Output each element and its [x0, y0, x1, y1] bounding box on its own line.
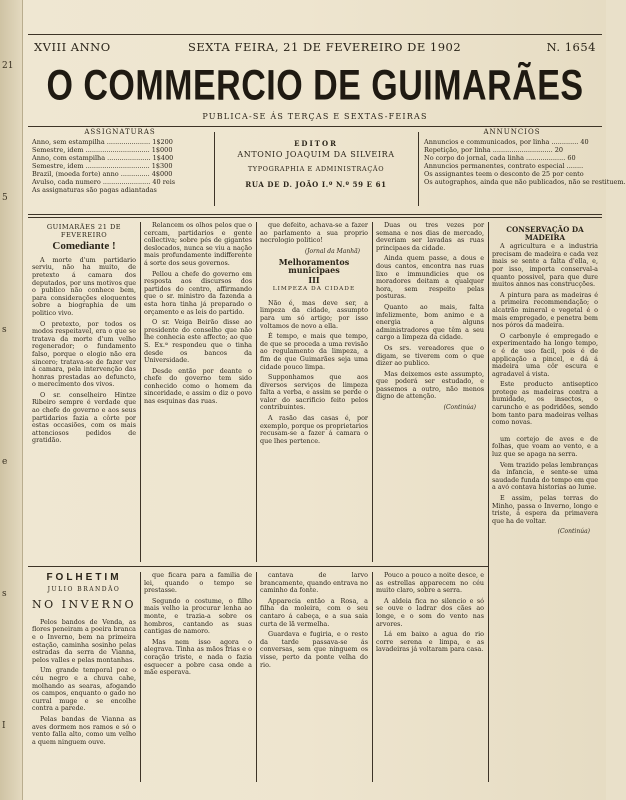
top-rule — [28, 34, 602, 35]
column-folhetim-4 — [376, 572, 484, 782]
subscription-line: Anno, com estampilha ..................... 1$400 — [32, 154, 174, 162]
adjacent-page-fragment: e — [2, 457, 8, 467]
subscription-line: Semestre, idem ............................... 1$300 — [32, 162, 173, 170]
folhetim-paragraph: Lá em baixo a agua do rio corre serena e limpa, e as lavadeiras já voltaram para casa. — [376, 630, 484, 654]
article-part-number: III — [308, 274, 320, 285]
adjacent-page-fragment: I — [2, 721, 6, 731]
article-paragraph: A rasão das casas é, por exemplo, porque os proprietarios recusam-se a fazer á camara o que lhes pertence. — [260, 414, 369, 445]
column-editorial — [32, 222, 136, 562]
article-paragraph: Relancem os olhos pelos que o cercam, partidarios e gente collectiva; sobre pés de gigantes deslocados, nunca se viu a nação mais profundamente indifferente á sorte dos seus governos. — [144, 221, 252, 267]
article-paragraph: O sr. conselheiro Hintze Ribeiro sempre é verdade que ao chefe do governo e aos seus partidarios fazia a côrte por estas occasiões, com os mais attenciosos pedidos de gratidão. — [32, 390, 136, 445]
article-paragraph: Os srs. vereadores que o digam, se tiverem com o que dizer ao publico. — [376, 343, 484, 368]
editor-label: EDITOR — [294, 139, 338, 148]
article-paragraph: A morte d'um partidario serviu, não ha muito, de pretexto á camara dos deputados, por uns motivos que o publico não conhece bem, para considerações eloquentes sobre a biographia de um politico vivo. — [32, 255, 136, 317]
front-page — [28, 0, 626, 800]
adjacent-page-fragment: s — [2, 325, 7, 335]
article-source: (Jornal da Manhã) — [304, 247, 360, 255]
announcement-line: Annuncios e communicados, por linha ............. 40 — [424, 138, 589, 146]
header-double-rule — [28, 214, 602, 218]
announcement-line: Os autographos, ainda que não publicados, não se restituem. — [424, 178, 626, 186]
article-paragraph: Quanto ao mais, falta infelizmente, bom animo e a energia a alguns administradores que têm a seu cargo a limpeza da cidade. — [376, 302, 484, 342]
article-heading: Melhoramentos municipaes — [278, 257, 350, 275]
article-paragraph: Desde então por deante o chefe do governo tem sido conhecido como o homem da sinceridade, e assim o diz o povo nas esquinas das ruas. — [144, 366, 252, 406]
editor-box — [220, 128, 412, 189]
announcements-heading: ANNUNCIOS — [483, 128, 541, 136]
folhetim-paragraph: Segundo o costume, o filho mais velho ia procurar lenha ao monte, e trazia-a sobre os hombros, cantando as suas cantigas de namoro. — [144, 596, 252, 636]
announcement-line: Annuncios permanentes, contrato especial ........ — [424, 162, 584, 170]
article-paragraph: O carbonyle é empregado e experimentado ha longo tempo, e é de uso facil, pois é de applicação a pincel, e dá á madeira uma côr escura e agradavel á vista. — [492, 331, 598, 378]
subscription-line: Avulso, cada numero ....................... 40 reis — [32, 178, 176, 186]
editor-name: ANTONIO JOAQUIM DA SILVEIRA — [237, 150, 395, 159]
announcement-line: No corpo do jornal, cada linha ................... 60 — [424, 154, 576, 162]
folhetim-paragraph: A aldeia fica no silencio e só se ouve o ladrar dos cães ao longe, e o som do vento nas arvores. — [376, 596, 484, 628]
dateline: GUIMARÃES 21 DE FEVEREIRO — [46, 223, 122, 239]
column-divider — [140, 572, 141, 782]
column-municipal — [260, 222, 368, 562]
column-divider — [140, 222, 141, 562]
folhetim-paragraph: Guardava e fugiria, e o resto da tarde passava-se ás conversas, sem que ninguem os visse, perto da ponte velha do rio. — [260, 630, 368, 669]
folhetim-title: NO INVERNO — [32, 598, 137, 612]
folhetim-paragraph: cantava de larvo brancamente, quando entrava no caminho da fonte. — [260, 571, 368, 595]
article-paragraph: A agricultura e a industria precisam de madeira e cada vez mais se sente a falta d'ella, e, por isso, importa conserval-a quanto possivel, para que dure muitos annos nas construcções. — [492, 242, 598, 289]
column-folhetim-3 — [260, 572, 368, 782]
editor-office: TYPOGRAPHIA E ADMINISTRAÇÃO — [247, 165, 385, 173]
folhetim-paragraph: Um grande temporal poz o céu negro e a chuva cahe, molhando as searas, afogando os campos, enquanto o gado no curral muge e se encolhe contra a parede. — [32, 666, 136, 713]
article-paragraph: Ainda quem passe, a dous e dous cantos, encontra nas ruas lixo e immundicies que os moradores deitam a qualquer hora, sem respeito pelas posturas. — [376, 254, 484, 301]
subscription-line: Anno, sem estampilha ..................... 1$200 — [32, 138, 173, 146]
issue-year: XVIII ANNO — [34, 40, 111, 54]
folhetim-rule — [28, 566, 488, 567]
folhetim-paragraph: Pelas bandas de Vianna as aves dormem nos ramos e só o vento falla alto, como um velho a quem ninguem ouve. — [32, 714, 136, 746]
folhetim-paragraph: Pelos bandos de Venda, as flores peneiram a poeira branca e o Inverno, bem na primeira estação, caminha sosinho pelas estradas da serra de Vianna, pelos valles e pelas montanhas. — [32, 617, 136, 664]
article-heading: Comediante ! — [52, 240, 116, 253]
article-paragraph: Supponhamos que aos diversos serviços de limpeza falta a verba, e assim se perde o valor do sacrificio feito pelos contribuintes. — [260, 373, 368, 412]
box-divider — [214, 132, 215, 206]
article-paragraph: Não é, mas deve ser, a limpeza da cidade, assumpto para um só artigo; por isso voltamos de novo a ella. — [260, 298, 368, 330]
adjacent-page-edge — [0, 0, 23, 800]
article-paragraph: um cortejo de aves e de folhas, que voam ao vento, e a luz que se apaga na serra. — [492, 434, 598, 459]
continued-note: (Continúa) — [443, 404, 476, 412]
column-editorial-cont — [144, 222, 252, 562]
article-paragraph: Pellou a chefe do governo em resposta aos discursos dos partidos do centro, affirmando que o sr. ministro da fazenda a esta hora tinha já preparado o orçamento e as leis do partido. — [144, 269, 252, 316]
subscription-line: As assignaturas são pagas adiantadas — [32, 186, 157, 194]
article-paragraph: Duas ou tres vezes por semana e nos dias de mercado, deveriam ser lavadas as ruas principaes da cidade. — [376, 221, 484, 252]
issue-date: SEXTA FEIRA, 21 DE FEVEREIRO DE 1902 — [188, 40, 462, 54]
article-paragraph: É tempo, e mais que tempo, de que se proceda a uma revisão ao regulamento da limpeza, a fim de que Guimarães seja uma cidade pouco limpa. — [260, 332, 368, 371]
article-paragraph: Mas deixemos este assumpto, que poderá ser estudado, e passemos a outro, não menos digno de attenção. — [376, 369, 484, 401]
folhetim-paragraph: que ficara para a familia de lei, quando o tempo se prestasse. — [144, 571, 252, 595]
folhetim-paragraph: Apparecia então a Rosa, a filha da moleira, com o seu cantaro á cabeça, e a sua saia curta de lã vermelha. — [260, 596, 368, 628]
article-paragraph: O sr. Veiga Beirão disse ao presidente do conselho que não lhe conhecia este affecto; ao que S. Ex.ª respondeu que o tinha desde os bancos da Universidade. — [144, 318, 252, 365]
folhetim-paragraph: Pouco a pouco a noite desce, e as estrellas apparecem no céu muito claro, sobre a serra. — [376, 571, 484, 595]
article-paragraph: O pretexto, por todos os modos respeitavel, era o que se tratava da morte d'um velho regenerador; o fundamento falso, porque o elogio não era sincero; tratava-se de fazer ver á camara, pela intervenção das honras prestadas ao defuncto, o merecimento dos vivos. — [32, 319, 136, 389]
adjacent-page-fragment: s — [2, 589, 7, 599]
column-divider — [488, 222, 489, 782]
editor-address: RUA DE D. JOÃO I.º N.º 59 E 61 — [245, 180, 387, 189]
column-divider — [256, 572, 257, 782]
adjacent-page-fragment: 21 — [2, 61, 14, 71]
column-municipal-cont — [376, 222, 484, 562]
folhetim-paragraph: Mas nem isso agora o alegrava. Tinha as mãos frias e o coração triste, e nada o fazia esquecer a pobre casa onde a mãe esperava. — [144, 637, 252, 677]
box-divider — [418, 132, 419, 206]
subscriptions-box — [32, 128, 208, 194]
announcement-line: Os assignantes teem o desconto de 25 por cento — [424, 170, 584, 178]
column-folhetim — [32, 572, 136, 782]
newspaper-title: O COMMERCIO DE GUIMARÃES — [46, 62, 584, 110]
announcement-line: Repetição, por linha ............................. 20 — [424, 146, 563, 154]
article-paragraph: Vem trazido pelas lembranças da infancia, e sente-se uma saudade funda do tempo em que a avó contava historias ao lume. — [492, 460, 598, 492]
continued-note: (Continúa) — [557, 528, 590, 536]
column-folhetim-2 — [144, 572, 252, 782]
column-divider — [256, 222, 257, 562]
article-heading: CONSERVAÇÃO DA MADEIRA — [506, 225, 584, 242]
subscriptions-heading: ASSIGNATURAS — [84, 128, 156, 136]
article-subheading: LIMPEZA DA CIDADE — [272, 286, 356, 293]
article-paragraph: A pintura para as madeiras é a primeira recommendação; o alcatrão mineral e vegetal é o mais empregado, e penetra bem nos póros da madeira. — [492, 290, 598, 330]
article-paragraph: que defeito, achava-se a fazer ao parlamento a sua proprio necrologio politico! — [260, 221, 368, 245]
column-wood — [492, 222, 598, 778]
folhetim-label: FOLHETIM — [46, 572, 122, 583]
header-info-boxes — [28, 128, 626, 212]
issue-line — [28, 40, 602, 56]
folhetim-author: JULIO BRANDÃO — [47, 585, 121, 593]
issue-number: N. 1654 — [546, 40, 596, 54]
announcements-box — [424, 128, 626, 186]
article-paragraph: E assim, pelas terras do Minho, passa o Inverno, longo e triste, á espera da primavera que ha de voltar. — [492, 494, 598, 525]
article-paragraph: Este producto antiseptico protege as madeiras contra a humidade, os insectos, o caruncho e as podridões, sendo bom tanto para madeiras velhas como novas. — [492, 380, 598, 427]
publication-schedule: PUBLICA-SE ÁS TERÇAS E SEXTAS-FEIRAS — [202, 112, 428, 121]
masthead-rule — [28, 126, 602, 127]
adjacent-page-fragment: 5 — [2, 193, 8, 203]
column-divider — [372, 572, 373, 782]
subscription-line: Semestre, idem ............................... 1$000 — [32, 146, 173, 154]
column-divider — [372, 222, 373, 562]
subscription-line: Brazil, (moeda forte) anno .............. 4$000 — [32, 170, 173, 178]
